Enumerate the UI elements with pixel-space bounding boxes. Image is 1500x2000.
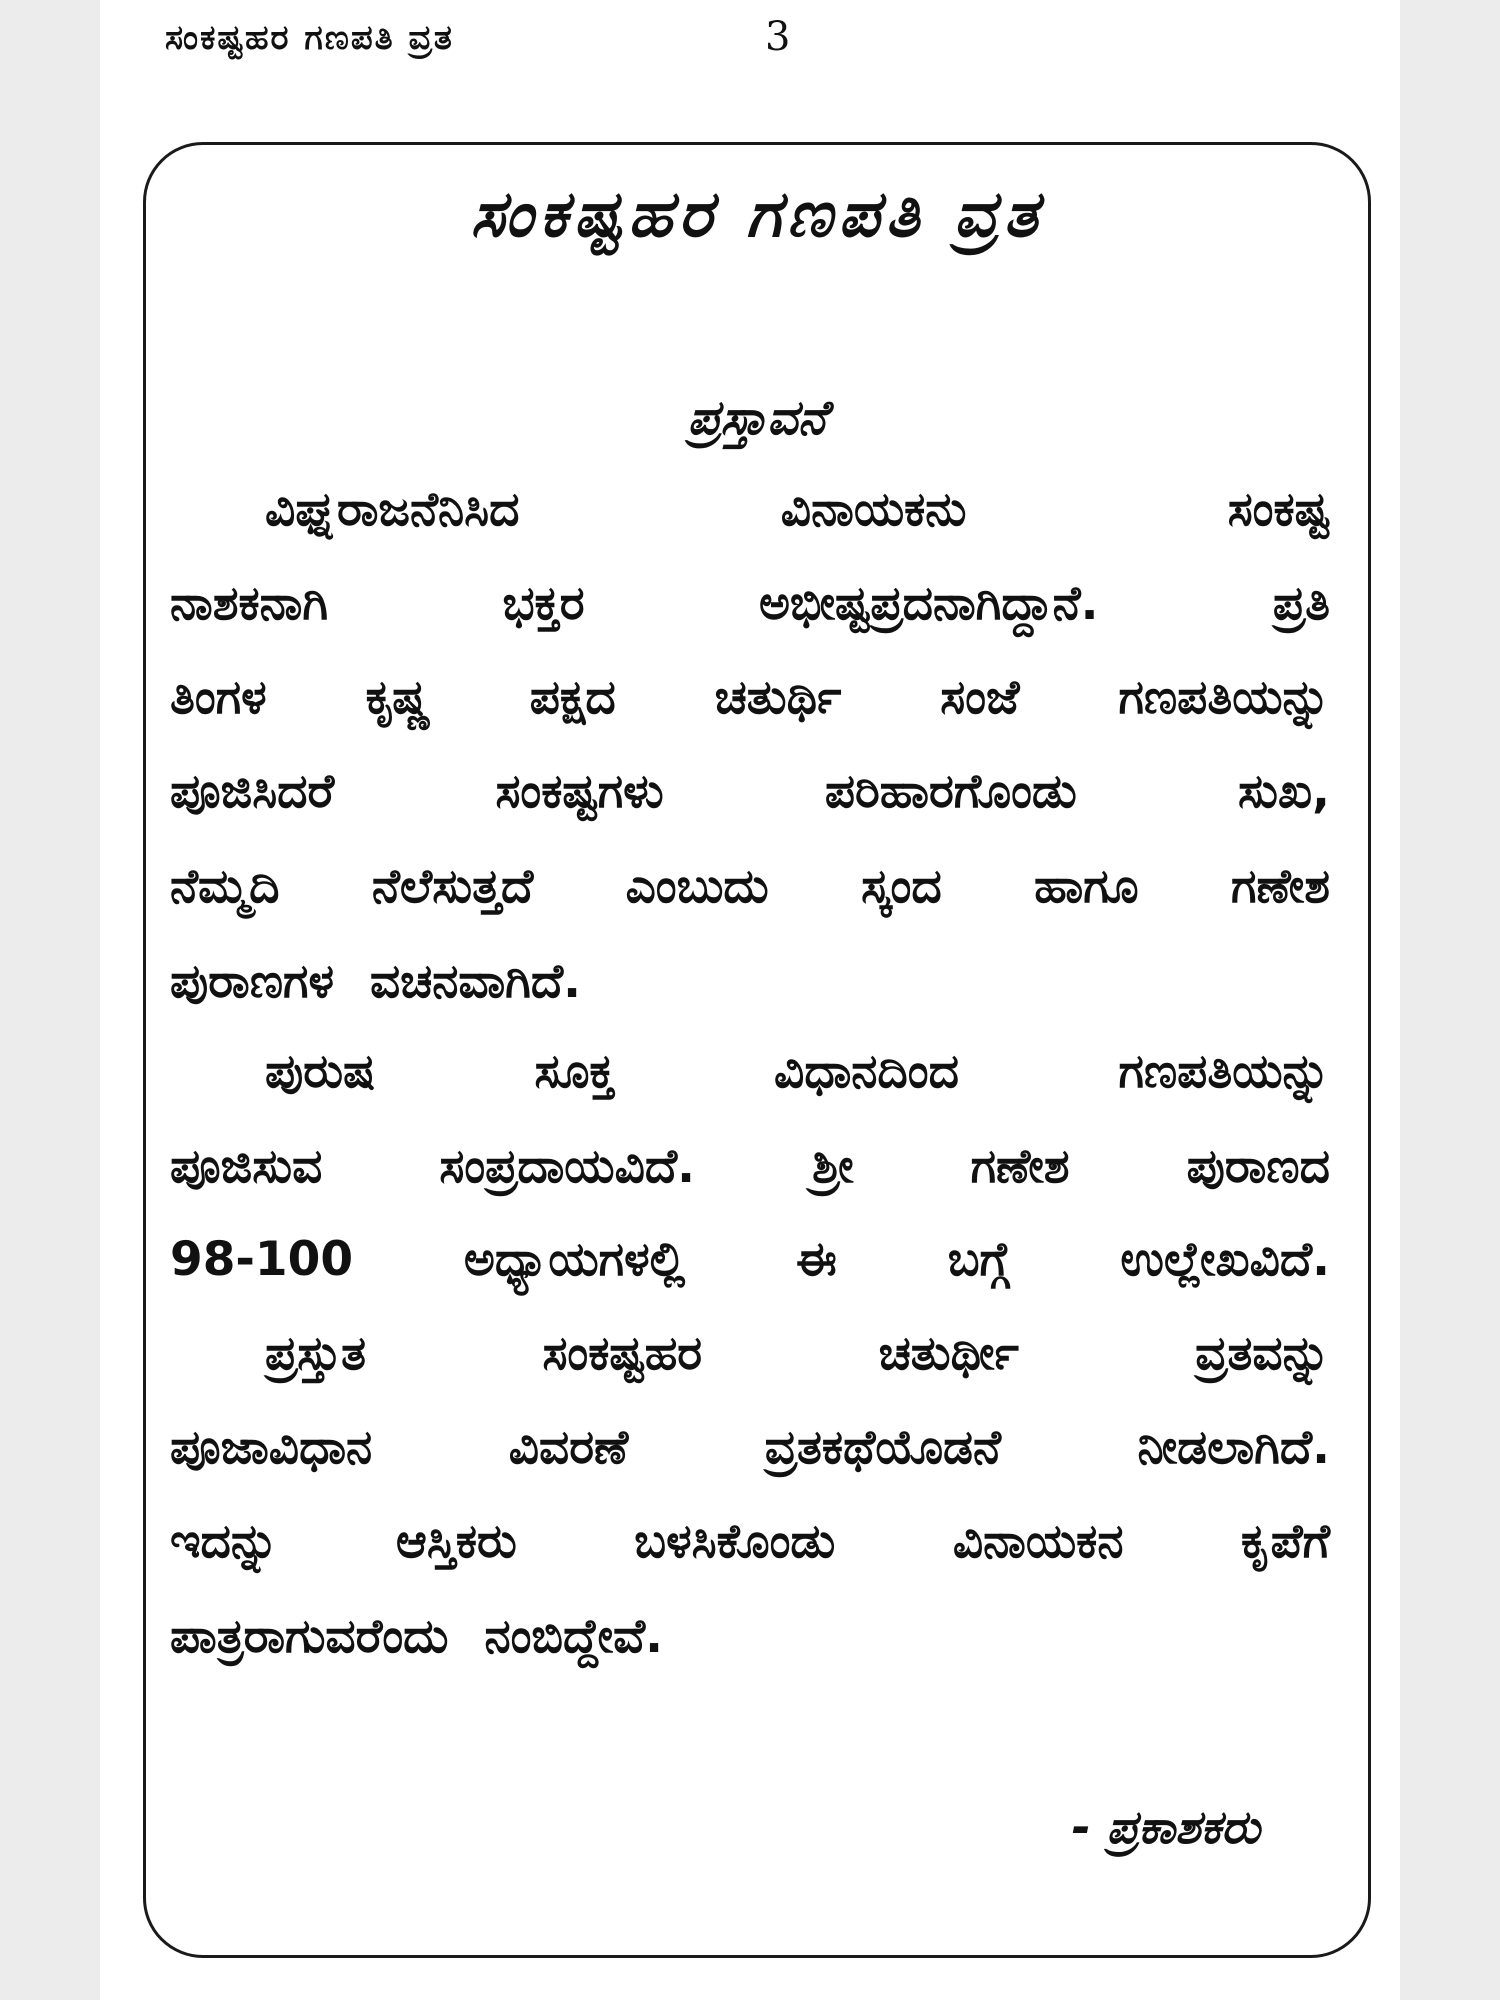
word: ಚತುರ್ಥಿ xyxy=(714,670,842,725)
word: ಶ್ರೀ xyxy=(812,1139,854,1194)
word: ಸುಖ, xyxy=(1238,764,1330,819)
text-line xyxy=(170,1510,1330,1574)
page-title: ಸಂಕಷ್ಟಹರ ಗಣಪತಿ ವ್ರತ xyxy=(470,178,1044,252)
text-line xyxy=(170,572,1330,636)
word: ನೆಮ್ಮದಿ xyxy=(170,859,280,914)
word: ಗಣೇಶ xyxy=(1231,859,1330,914)
word: ಪೂಜಾವಿಧಾನ xyxy=(170,1420,373,1475)
running-header: ಸಂಕಷ್ಟಹರ ಗಣಪತಿ ವ್ರತ xyxy=(165,18,454,58)
word: ನಾಶಕನಾಗಿ xyxy=(170,576,329,631)
word: ವಿನಾಯಕನು xyxy=(780,482,967,537)
word: ನೀಡಲಾಗಿದೆ. xyxy=(1137,1420,1330,1475)
word: ತಿಂಗಳ xyxy=(170,670,267,725)
word: ಸೂಕ್ತ xyxy=(534,1044,615,1099)
word: ಎಂಬುದು xyxy=(625,859,769,914)
text-line xyxy=(170,1228,1330,1292)
word: ಪೂಜಿಸುವ xyxy=(170,1139,323,1194)
word: ಪಕ್ಷದ xyxy=(529,670,616,725)
text-line xyxy=(170,760,1330,824)
word: ಪುರುಷ xyxy=(265,1044,376,1099)
word: ಆಸ್ತಿಕರು xyxy=(395,1514,517,1569)
word: ಸಂಕಷ್ಟ xyxy=(1227,482,1330,537)
word: ಪ್ರತಿ xyxy=(1272,576,1330,631)
word: ವಿವರಣೆ xyxy=(508,1420,629,1475)
text-line xyxy=(170,1605,1330,1669)
word: 98-100 xyxy=(170,1232,354,1287)
word: ಇದನ್ನು xyxy=(170,1514,279,1569)
word: ಸಂಕಷ್ಟಗಳು xyxy=(495,764,664,819)
text-line xyxy=(170,855,1330,919)
section-heading: ಪ್ರಸ್ತಾವನೆ xyxy=(687,390,827,446)
text-line xyxy=(170,950,1330,1014)
word: ಸಂಕಷ್ಟಹರ xyxy=(542,1326,703,1381)
word: ಬಗ್ಗೆ xyxy=(947,1232,1010,1287)
word: ಉಲ್ಲೇಖವಿದೆ. xyxy=(1120,1232,1330,1287)
word: ನೆಲೆಸುತ್ತದೆ xyxy=(371,859,534,914)
publisher-signature: - ಪ್ರಕಾಶಕರು xyxy=(1071,1800,1260,1854)
word: ಪ್ರಸ್ತುತ xyxy=(265,1326,367,1381)
page-number: 3 xyxy=(765,14,791,60)
word: ಸಂಪ್ರದಾಯವಿದೆ. xyxy=(439,1139,696,1194)
word: ವ್ರತಕಥೆಯೊಡನೆ xyxy=(764,1420,1002,1475)
word: ಪುರಾಣಗಳ xyxy=(170,954,334,1009)
word: ಪಾತ್ರರಾಗುವರೆಂದು xyxy=(170,1609,449,1664)
word: ಚತುರ್ಥೀ xyxy=(878,1326,1019,1381)
word: ಗಣಪತಿಯನ್ನು xyxy=(1118,670,1330,725)
word: ವ್ರತವನ್ನು xyxy=(1195,1326,1330,1381)
word: ಬಳಸಿಕೊಂಡು xyxy=(634,1514,836,1569)
text-line xyxy=(265,1040,1330,1104)
word: ಹಾಗೂ xyxy=(1034,859,1139,914)
text-line xyxy=(170,1135,1330,1199)
word: ಕೃಷ್ಣ xyxy=(365,670,431,725)
text-line xyxy=(170,1416,1330,1480)
word: ಗಣೇಶ xyxy=(970,1139,1070,1194)
word: ಗಣಪತಿಯನ್ನು xyxy=(1118,1044,1330,1099)
word: ಪರಿಹಾರಗೊಂಡು xyxy=(824,764,1077,819)
word: ವಿನಾಯಕನ xyxy=(952,1514,1124,1569)
word: ಭಕ್ತರ xyxy=(502,576,585,631)
word: ಸಂಜೆ xyxy=(940,670,1020,725)
word: ಪುರಾಣದ xyxy=(1186,1139,1330,1194)
word: ವಚನವಾಗಿದೆ. xyxy=(369,954,581,1009)
word: ಕೃಪೆಗೆ xyxy=(1240,1514,1330,1569)
text-line xyxy=(265,1322,1330,1386)
text-line xyxy=(170,666,1330,730)
word: ನಂಬಿದ್ದೇವೆ. xyxy=(484,1609,663,1664)
word: ವಿಧಾನದಿಂದ xyxy=(774,1044,959,1099)
word: ಈ xyxy=(796,1232,837,1287)
word: ಅಧ್ಯಾಯಗಳಲ್ಲಿ xyxy=(463,1232,686,1287)
word: ವಿಘ್ನರಾಜನೆನಿಸಿದ xyxy=(265,482,520,537)
word: ಅಭೀಷ್ಟಪ್ರದನಾಗಿದ್ದಾನೆ. xyxy=(758,576,1099,631)
word: ಪೂಜಿಸಿದರೆ xyxy=(170,764,335,819)
word: ಸ್ಕಂದ xyxy=(861,859,942,914)
text-line xyxy=(265,478,1330,542)
